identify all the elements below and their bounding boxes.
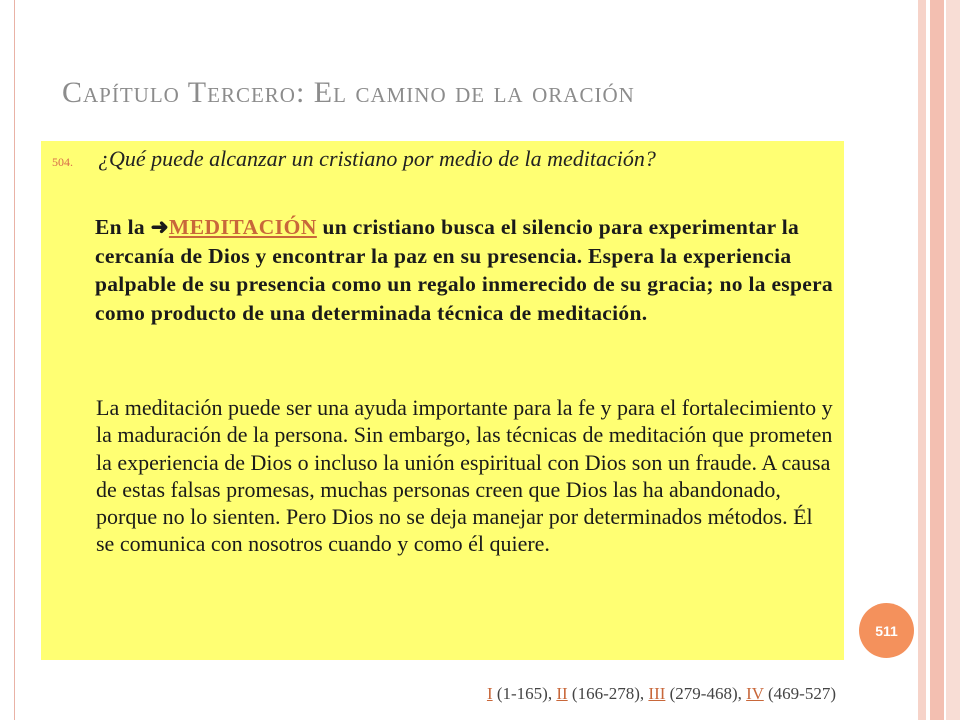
volume-link-iii[interactable]: III (648, 684, 666, 703)
question-text: ¿Qué puede alcanzar un cristiano por medio de la meditación? (98, 146, 656, 171)
volume-nav (300, 684, 836, 704)
volume-link-iv[interactable]: IV (746, 684, 764, 703)
stripe (930, 0, 944, 720)
left-border (0, 0, 40, 720)
slide-title: Capítulo Tercero: El camino de la oración (62, 76, 635, 109)
meditacion-link[interactable]: MEDITACIÓN (168, 215, 317, 239)
page-number-badge: 511 (859, 603, 914, 658)
answer-text (95, 213, 845, 327)
volume-range: (279-468), (665, 684, 747, 703)
answer-intro: En la (95, 215, 151, 239)
volume-range: (1-165), (492, 684, 557, 703)
volume-link-ii[interactable]: II (556, 684, 568, 703)
arrow-icon: ➜ (150, 215, 169, 239)
volume-link-i[interactable]: I (486, 684, 493, 703)
question-number: 504. (52, 155, 73, 169)
right-decoration (918, 0, 960, 720)
answer-rest: un cristiano busca el silencio para experimentar la cercanía de Dios y encontrar la paz en su presencia. Espera la experiencia palpable de su presencia como un regalo inmerecido de su gracia; no la espera como producto de una determinada técnica de meditación. (95, 215, 833, 325)
volume-range: (166-278), (567, 684, 649, 703)
stripe (918, 0, 926, 720)
explanation-paragraph: La meditación puede ser una ayuda importante para la fe y para el fortalecimiento y la maduración de la persona. Sin embargo, las técnicas de meditación que prometen la experiencia de Dios o incluso la unión espiritual con Dios son un fraude. A causa de estas falsas promesas, muchas personas creen que Dios las ha abandonado, porque no lo sienten. Pero Dios no se deja manejar por determinados métodos. Él se comunica con nosotros cuando y como él quiere. (96, 395, 833, 557)
stripe (946, 0, 960, 720)
volume-range: (469-527) (763, 684, 836, 703)
left-border-line (14, 0, 15, 720)
